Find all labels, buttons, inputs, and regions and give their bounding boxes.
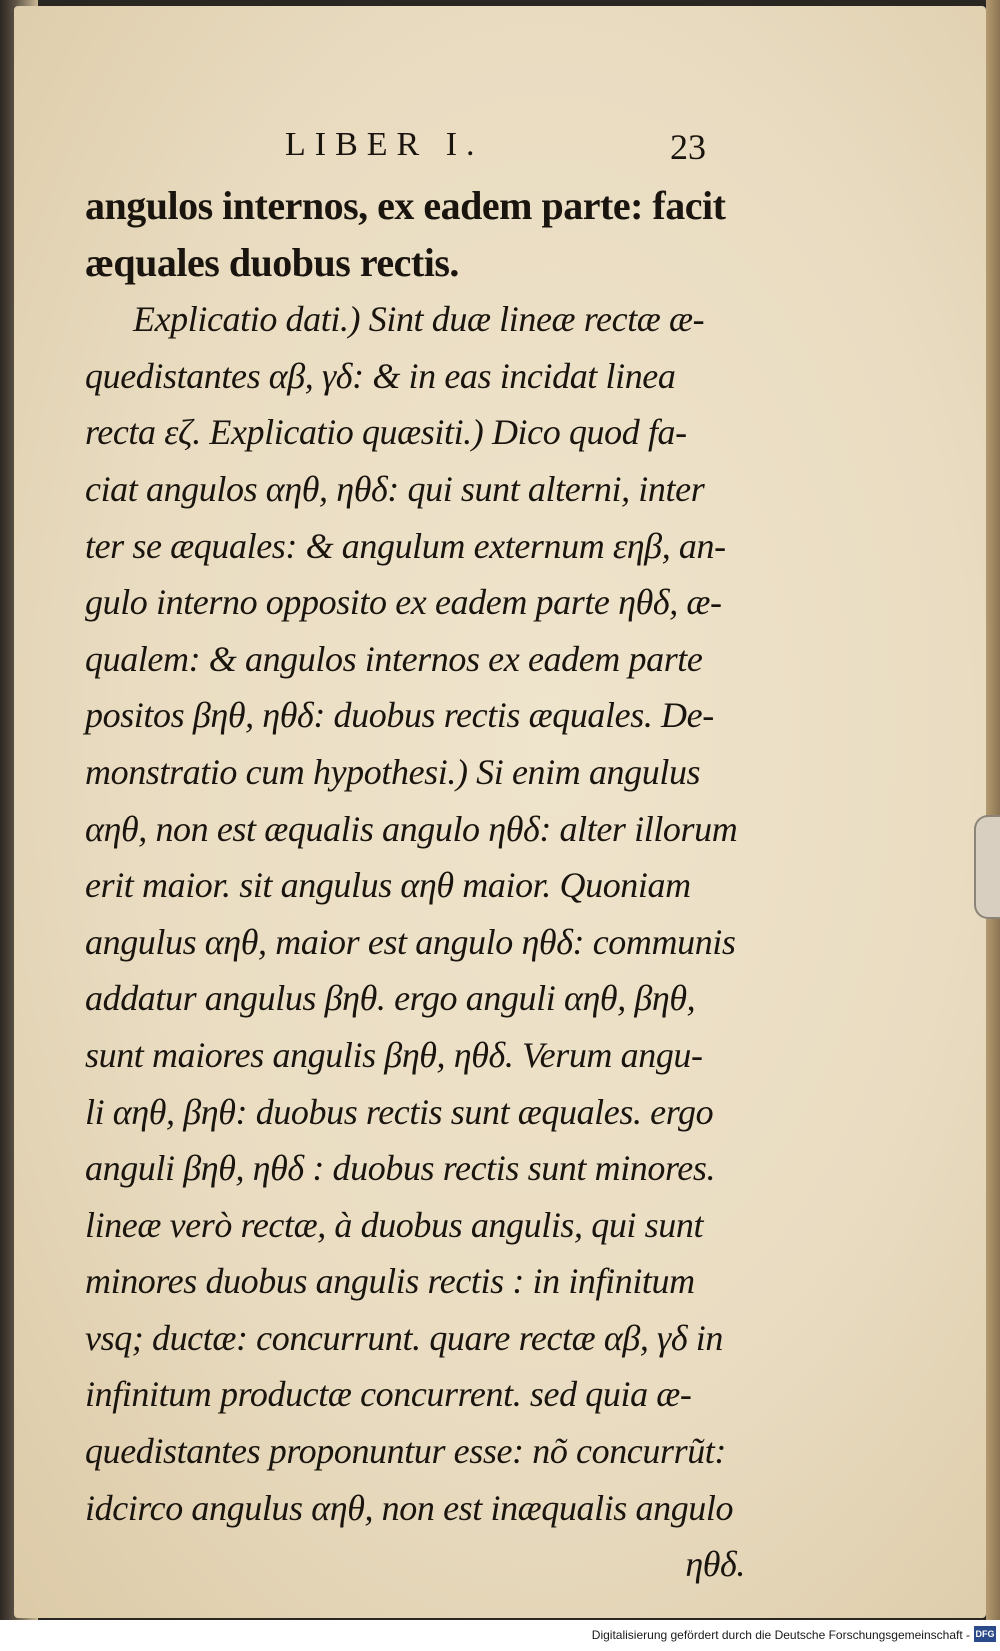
- text-line: minores duobus angulis rectis : in infinitum: [85, 1261, 695, 1302]
- text-line: Explicatio dati.) Sint duæ lineæ rectæ æ-: [133, 299, 705, 340]
- text-line: lineæ verò rectæ, à duobus angulis, qui sunt: [85, 1204, 704, 1245]
- text-line: qualem: & angulos internos ex eadem parte: [85, 638, 703, 679]
- text-line: positos βηθ, ηθδ: duobus rectis æquales. De-: [85, 695, 714, 736]
- text-line: li αηθ, βηθ: duobus rectis sunt æquales. ergo: [85, 1091, 714, 1132]
- text-line: infinitum productæ concurrent. sed quia æ-: [85, 1374, 692, 1415]
- text-line: gulo interno opposito ex eadem parte ηθδ, æ-: [85, 582, 722, 623]
- text-line: quedistantes αβ, γδ: & in eas incidat linea: [85, 355, 676, 396]
- text-line: erit maior. sit angulus αηθ maior. Quoniam: [85, 865, 691, 906]
- text-line: recta εζ. Explicatio quæsiti.) Dico quod fa-: [85, 412, 687, 453]
- running-head: [80, 126, 720, 170]
- dfg-logo: DFG: [974, 1626, 996, 1642]
- text-line: anguli βηθ, ηθδ : duobus rectis sunt minores.: [85, 1148, 716, 1189]
- funding-credit: Digitalisierung gefördert durch die Deutsche Forschungsgemeinschaft -: [591, 1628, 970, 1642]
- text-line: ciat angulos αηθ, ηθδ: qui sunt alterni, inter: [85, 468, 705, 509]
- text-line: ter se æquales: & angulum externum εηβ, an-: [85, 525, 726, 566]
- text-line: sunt maiores angulis βηθ, ηθδ. Verum angu-: [85, 1034, 703, 1075]
- running-head-title: LIBER I.: [285, 126, 484, 163]
- footer-bar: [0, 1620, 1000, 1651]
- text-line: ηθδ.: [685, 1544, 745, 1585]
- text-line: monstratio cum hypothesi.) Si enim angulus: [85, 751, 701, 792]
- text-line: angulos internos, ex eadem parte: facit: [85, 183, 726, 228]
- page-number: 23: [670, 127, 706, 167]
- text-line: æquales duobus rectis.: [85, 239, 459, 285]
- right-page-edge: [986, 0, 1000, 1620]
- text-line: quedistantes proponuntur esse: nõ concurrũt:: [85, 1431, 726, 1472]
- body-text: [85, 178, 785, 1593]
- text-line: angulus αηθ, maior est angulo ηθδ: communis: [85, 921, 736, 962]
- text-line: idcirco angulus αηθ, non est inæqualis angulo: [85, 1487, 734, 1528]
- text-line: addatur angulus βηθ. ergo anguli αηθ, βηθ,: [85, 978, 696, 1019]
- text-line: vsq; ductæ: concurrunt. quare rectæ αβ, γδ in: [85, 1317, 723, 1358]
- page-clip-tab: [974, 815, 1000, 919]
- text-line: αηθ, non est æqualis angulo ηθδ: alter illorum: [85, 808, 738, 849]
